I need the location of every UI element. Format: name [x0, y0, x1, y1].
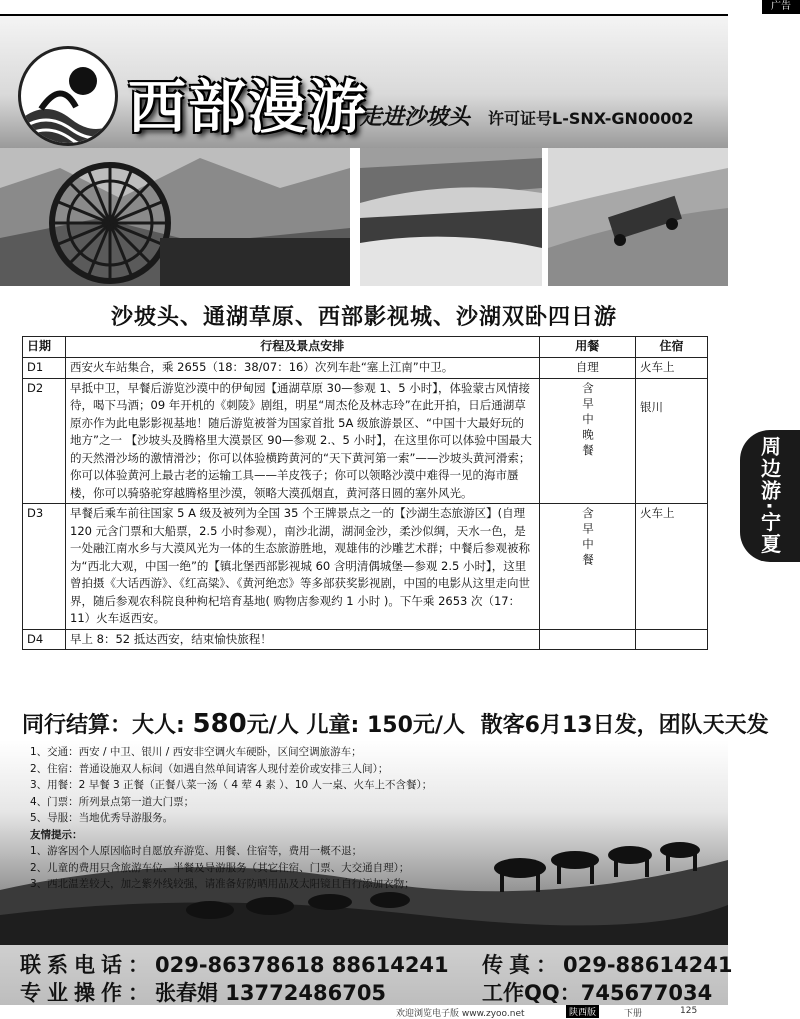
- phone-label: 联系电话：: [20, 953, 155, 977]
- fax-label: 传真：: [482, 953, 563, 977]
- phone-numbers: 029-86378618 88614241: [155, 953, 449, 977]
- page-footer: [0, 1005, 728, 1018]
- license-number: 许可证号L-SNX-GN00002: [488, 109, 694, 128]
- header-banner: [0, 16, 728, 148]
- fax-group: [482, 949, 732, 979]
- contact-row-operator: [20, 977, 720, 1007]
- note-item: 5、导服：当地优秀导游服务。: [30, 812, 174, 824]
- contact-bar: [0, 945, 733, 1005]
- ad-tag: 广告: [762, 0, 800, 14]
- qq-label: 工作QQ：: [482, 981, 581, 1005]
- day-cell: D4: [23, 629, 66, 650]
- fax-number: 029-88614241: [563, 953, 733, 977]
- company-logo: [18, 46, 118, 146]
- itinerary-cell: 早抵中卫，早餐后游览沙漠中的伊甸园【通湖草原 30—参观 1、5 小时】，体验蒙古风情接待，喝下马酒；09 年开机的《刺陵》剧组，明星“周杰伦及林志玲”在此开拍，日后通湖草原亦作为此电影影视基地！随后游览被誉为国家首批 5A 级旅游景区、“中国十大最好玩的地方”之一 【沙坡头及腾格里大漠景区 90—参观 2.、5 小时】，在这里你可以体验中国最大的天然滑沙场的激情滑沙；你可以体验横跨黄河的“天下黄河第一索”——沙坡头黄河滑索；你可以体验黄河上最古老的运输工具——羊皮筏子；你可以领略沙漠中难得一见的海市蜃楼，你可以骑骆驼穿越腾格里沙漠，领略大漠孤烟直，黄河落日圆的塞外风光。: [66, 378, 540, 504]
- meal-cell: [539, 504, 636, 630]
- meal-cell: 自理: [539, 358, 636, 379]
- stay-cell: [636, 629, 708, 650]
- slogan: 走进沙坡头: [360, 105, 471, 130]
- table-row: [23, 629, 708, 650]
- meal-cell: [539, 378, 636, 504]
- adult-label: 大人:: [132, 713, 185, 738]
- adult-price: 580: [192, 709, 247, 739]
- section-tab-ningxia: 周边游·宁夏: [740, 430, 800, 562]
- page-number: 125: [680, 1006, 698, 1016]
- price-label: 同行结算：: [22, 713, 133, 738]
- tip-item: 1、游客因个人原因临时自愿放弃游览、用餐、住宿等，费用一概不退；: [30, 845, 363, 857]
- table-header-row: [23, 337, 708, 358]
- qq-number: 745677034: [580, 981, 713, 1005]
- adult-unit: 元/人: [246, 713, 299, 738]
- note-item: 2、住宿：普通设施双人标间（如遇自然单间请客人现付差价或安排三人间）；: [30, 762, 389, 775]
- header-meal: 用餐: [539, 337, 636, 358]
- header-stay: 住宿: [636, 337, 708, 358]
- operator-label: 专业操作：: [20, 981, 155, 1005]
- day-cell: D2: [23, 378, 66, 504]
- footer-section: 陕西版: [566, 1005, 599, 1018]
- tour-title: 沙坡头、通湖草原、西部影视城、沙湖双卧四日游: [110, 305, 617, 330]
- tips-title: 友情提示：: [30, 828, 83, 841]
- note-item: 1、交通：西安 / 中卫、银川 / 西安非空调火车硬卧，区间空调旅游车；: [30, 746, 362, 758]
- departure-schedule: 散客6月13日发，团队天天发: [480, 713, 769, 738]
- itinerary-cell: 西安火车站集合，乘 2655（18：38/07：16）次列车赴“塞上江南”中卫。: [66, 358, 540, 379]
- day-cell: D3: [23, 504, 66, 630]
- table-row: [23, 358, 708, 379]
- footer-text: 欢迎浏览电子版 www.zyoo.net: [396, 1009, 525, 1019]
- stay-cell: 火车上: [636, 504, 708, 630]
- note-item: 4、门票：所列景点第一道大门票；: [30, 795, 195, 808]
- footer-volume: 下册: [624, 1009, 643, 1019]
- contact-row-phone: [20, 949, 733, 979]
- table-row: [23, 378, 708, 504]
- child-price: 150: [366, 713, 413, 738]
- waterwheel-photo: [0, 148, 350, 286]
- table-row: [23, 504, 708, 630]
- header-date: 日期: [23, 337, 66, 358]
- header-itinerary: 行程及景点安排: [66, 337, 540, 358]
- stay-cell: 火车上: [636, 358, 708, 379]
- day-cell: D1: [23, 358, 66, 379]
- itinerary-cell: 早上 8：52 抵达西安，结束愉快旅程！: [66, 629, 540, 650]
- meal-cell: [539, 629, 636, 650]
- brand-name: 西部漫游: [128, 73, 369, 141]
- price-line: [22, 708, 769, 739]
- photo-strip: [0, 148, 728, 286]
- itinerary-table: [22, 336, 708, 650]
- tip-item: 2、儿童的费用只含旅游车位、半餐及导游服务（其它住宿、门票、大交通自理）；: [30, 861, 410, 874]
- desert-river-photo: [360, 148, 542, 286]
- meal-text: 含早中晚餐: [581, 381, 595, 459]
- desert-vehicle-photo: [548, 148, 728, 286]
- stay-cell: 银川: [636, 378, 708, 504]
- service-notes: [30, 744, 710, 893]
- child-unit: 元/人: [412, 713, 465, 738]
- operator-value: 张春娟 13772486705: [155, 981, 387, 1005]
- qq-group: [482, 977, 712, 1007]
- child-label: 儿童:: [306, 713, 360, 738]
- tip-item: 3、西北温差较大，加之紫外线较强，请准备好防晒用品及太阳镜且自行添加衣物；: [30, 878, 415, 890]
- itinerary-cell: 早餐后乘车前往国家 5 A 级及被列为全国 35 个王牌景点之一的【沙湖生态旅游区】(自理 120 元含门票和大船票，2.5 小时参观），南沙北湖，湖洞金沙，柔沙似绸，天水一色，是一处融江南水乡与大漠风光为一体的生态旅游胜地，观雄伟的沙雕艺术群；中餐后参观被称为“西北大观，中国一绝”的【镇北堡西部影视城 60 含明清偶城堡—参观 2.5 小时】，这里曾拍摄《大话西游》、《红高粱》、《黄河绝恋》等多部获奖影视剧，中国的电影从这里走向世界，随后参观农科院良种枸杞培育基地( 购物店参观约 1 小时 )。下午乘 2653 次（17：11）火车返西安。: [66, 504, 540, 630]
- meal-text: 含早中餐: [581, 507, 595, 569]
- note-item: 3、用餐：2 早餐 3 正餐（正餐八菜一汤（ 4 荤 4 素 ）、10 人一桌、火车上不含餐）；: [30, 779, 433, 791]
